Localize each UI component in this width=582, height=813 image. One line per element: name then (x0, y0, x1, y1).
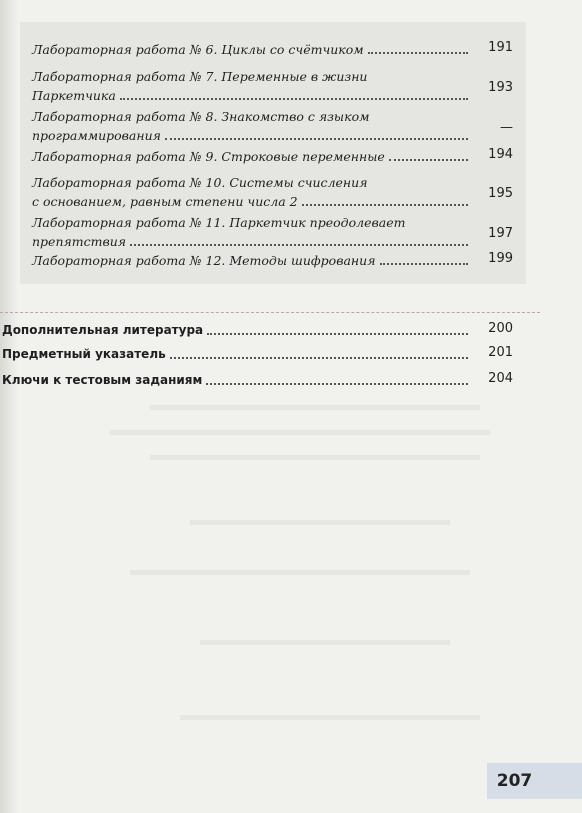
show-through-line (190, 520, 450, 525)
toc-entry-text: Лабораторная работа № 9. Строковые переменные (32, 149, 385, 164)
page-edge-shadow (0, 0, 18, 813)
show-through-line (130, 570, 470, 575)
toc-entry-text: Лабораторная работа № 6. Циклы со счётчиком (32, 42, 364, 57)
page-number: 207 (496, 771, 533, 791)
toc-page-lab-12: 199 (488, 251, 513, 266)
toc-entry-lab-10[interactable] (32, 173, 472, 211)
show-through-line (150, 455, 480, 460)
section-divider (0, 312, 540, 313)
show-through-line (180, 715, 480, 720)
dot-leader (165, 138, 468, 140)
dot-leader (170, 357, 468, 359)
toc-entry-lab-6[interactable] (32, 40, 472, 59)
show-through-line (150, 405, 480, 410)
dot-leader (389, 159, 468, 161)
toc-entry-text: Дополнительная литература (2, 323, 204, 337)
toc-entry-text: Лабораторная работа № 7. Переменные в жизни (32, 69, 368, 84)
toc-entry-lab-7[interactable] (32, 67, 472, 105)
toc-entry-lab-12[interactable] (32, 251, 472, 270)
dot-leader (380, 263, 469, 265)
dot-leader (207, 333, 468, 335)
toc-page-lab-8: — (500, 120, 513, 135)
show-through-line (200, 640, 450, 645)
dot-leader (206, 383, 468, 385)
toc-page-lab-7: 193 (488, 80, 513, 95)
dot-leader (120, 98, 468, 100)
toc-entry-text: с основанием, равным степени числа 2 (32, 194, 298, 209)
toc-entry-text: Паркетчика (32, 88, 116, 103)
toc-page-lab-9: 194 (488, 147, 513, 162)
toc-entry-further-reading[interactable] (2, 321, 472, 340)
dot-leader (368, 52, 468, 54)
show-through-line (110, 430, 490, 435)
toc-entry-text: Ключи к тестовым заданиям (2, 373, 203, 387)
toc-page-further-reading: 200 (488, 321, 513, 336)
toc-page-test-keys: 204 (488, 371, 513, 386)
toc-entry-text: Предметный указатель (2, 347, 166, 361)
toc-entry-test-keys[interactable] (2, 371, 472, 390)
toc-entry-subject-index[interactable] (2, 345, 472, 364)
toc-page-lab-10: 195 (488, 186, 513, 201)
toc-entry-text: программирования (32, 128, 161, 143)
dot-leader (130, 244, 468, 246)
toc-entry-text: Лабораторная работа № 10. Системы счисления (32, 175, 368, 190)
toc-entry-text: Лабораторная работа № 12. Методы шифрования (32, 253, 376, 268)
toc-entry-lab-9[interactable] (32, 147, 472, 166)
toc-entry-text: препятствия (32, 234, 127, 249)
toc-page-lab-6: 191 (488, 40, 513, 55)
toc-page-subject-index: 201 (488, 345, 513, 360)
toc-page-lab-11: 197 (488, 226, 513, 241)
dot-leader (302, 204, 468, 206)
toc-entry-lab-8[interactable] (32, 107, 472, 145)
toc-entry-lab-11[interactable] (32, 213, 472, 251)
toc-entry-text: Лабораторная работа № 8. Знакомство с языком (32, 109, 370, 124)
toc-entry-text: Лабораторная работа № 11. Паркетчик преодолевает (32, 215, 406, 230)
